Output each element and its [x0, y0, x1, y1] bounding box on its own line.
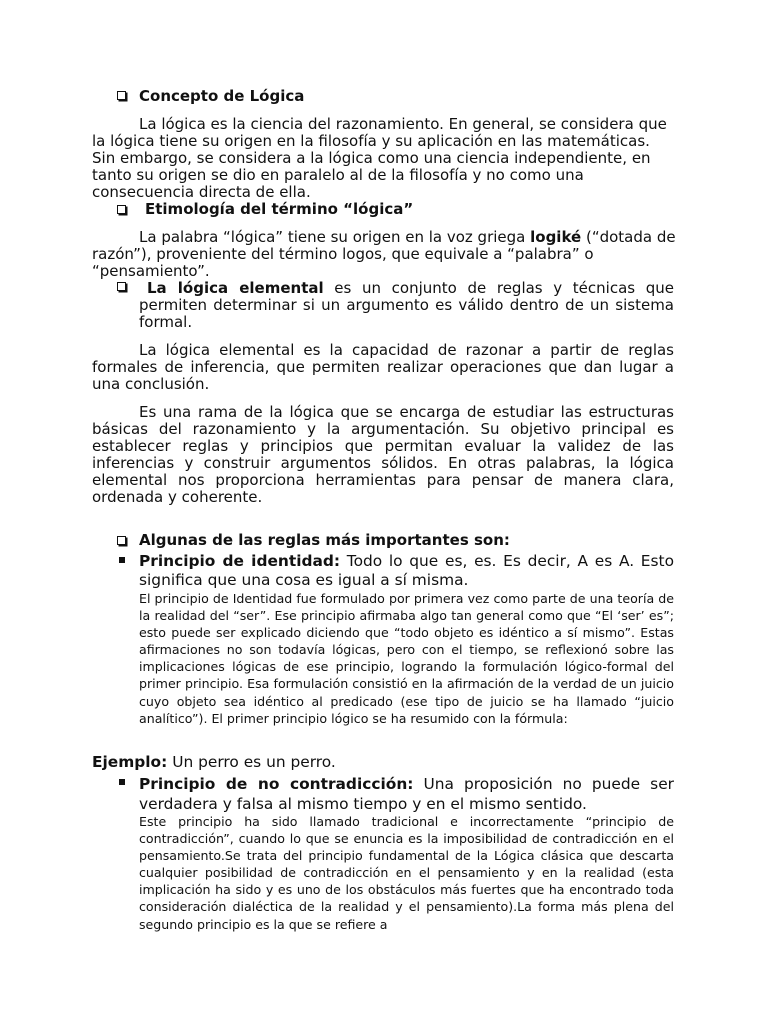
square-bullet-icon [119, 779, 125, 785]
ejemplo-text: Un perro es un perro. [167, 753, 336, 771]
checkbox-bullet-icon [117, 282, 126, 291]
heading-concepto: Concepto de Lógica [139, 87, 305, 105]
principio-no-contradiccion [139, 774, 674, 814]
heading-reglas: Algunas de las reglas más importantes son: [139, 531, 510, 549]
paragraph-elemental-2: Es una rama de la lógica que se encarga de estudiar las estructuras básicas del razonamiento y la argumentación. Su objetivo principal es establecer reglas y principios que permitan evaluar la validez de las inferencias y construir argumentos sólidos. En otras palabras, la lógica elemental nos proporciona herramientas para pensar de manera clara, ordenada y coherente. [92, 403, 674, 506]
ejemplo-line [92, 754, 336, 771]
etimologia-text-before: La palabra “lógica” tiene su origen en la voz griega [139, 228, 531, 246]
checkbox-bullet-icon [117, 205, 126, 214]
square-bullet-icon [119, 557, 125, 563]
principio-identidad [139, 552, 674, 590]
ejemplo-label: Ejemplo: [92, 753, 168, 771]
bullet-logica-elemental [139, 280, 674, 331]
etimologia-term-logike: logiké [530, 228, 582, 246]
paragraph-elemental-1: La lógica elemental es la capacidad de razonar a partir de reglas formales de inferencia, que permiten realizar operaciones que dan lugar a una conclusión. [92, 341, 674, 393]
paragraph-concepto: La lógica es la ciencia del razonamiento. En general, se considera que la lógica tiene su origen en la filosofía y su aplicación en las matemáticas. Sin embargo, se considera a la lógica como una ciencia independiente, en tanto su origen se dio en paralelo al de la filosofía y no como una consecuencia directa de ella. [92, 115, 667, 201]
heading-etimologia: Etimología del término “lógica” [145, 200, 414, 218]
checkbox-bullet-icon [117, 91, 126, 100]
principio-identidad-lead: Principio de identidad: [139, 552, 341, 570]
principio-no-contradiccion-detail: Este principio ha sido llamado tradicional e incorrectamente “principio de contradicción”, cuando lo que se enuncia es la imposibilidad de contradicción en el pensamiento.Se trata del principio fundamental de la Lógica clásica que descarta cualquier posibilidad de contradicción en el pensamiento y en la realidad (esta implicación ha sido y es uno de los obstáculos más fuertes que ha encontrado toda consideración dialéctica de la realidad y el pensamiento).La forma más plena del segundo principio es la que se refiere a [139, 814, 674, 932]
principio-identidad-detail: El principio de Identidad fue formulado por primera vez como parte de una teoría de la realidad del “ser”. Ese principio afirmaba algo tan general como que “El ‘ser’ es”; esto puede ser explicado diciendo que “todo objeto es idéntico a sí mismo”. Estas afirmaciones no son todavía lógicas, pero con el tiempo, se reflexionó sobre las implicaciones lógicas de ese principio, logrando la formulación lógico-formal del primer principio. Esa formulación consistió en la afirmación de la verdad de un juicio cuyo objeto sea idéntico al predicado (ese tipo de juicio se ha llamado “juicio analítico”). El primer principio lógico se ha resumido con la fórmula: [139, 591, 674, 726]
principio-no-contradiccion-lead: Principio de no contradicción: [139, 775, 414, 793]
principio-no-contradiccion-text: Una proposición no puede ser verdadera y falsa al mismo tiempo y en el mismo sentido. [139, 775, 674, 813]
etimologia-text-after: (“dotada de razón”), proveniente del término logos, que equivale a “palabra” o “pensamiento”. [92, 228, 676, 280]
paragraph-etimologia [92, 229, 676, 280]
logica-elemental-text: es un conjunto de reglas y técnicas que permiten determinar si un argumento es válido dentro de un sistema formal. [139, 279, 674, 331]
logica-elemental-lead: La lógica elemental [147, 279, 324, 297]
checkbox-bullet-icon [117, 536, 126, 545]
principio-identidad-text: Todo lo que es, es. Es decir, A es A. Esto significa que una cosa es igual a sí misma. [139, 552, 674, 589]
